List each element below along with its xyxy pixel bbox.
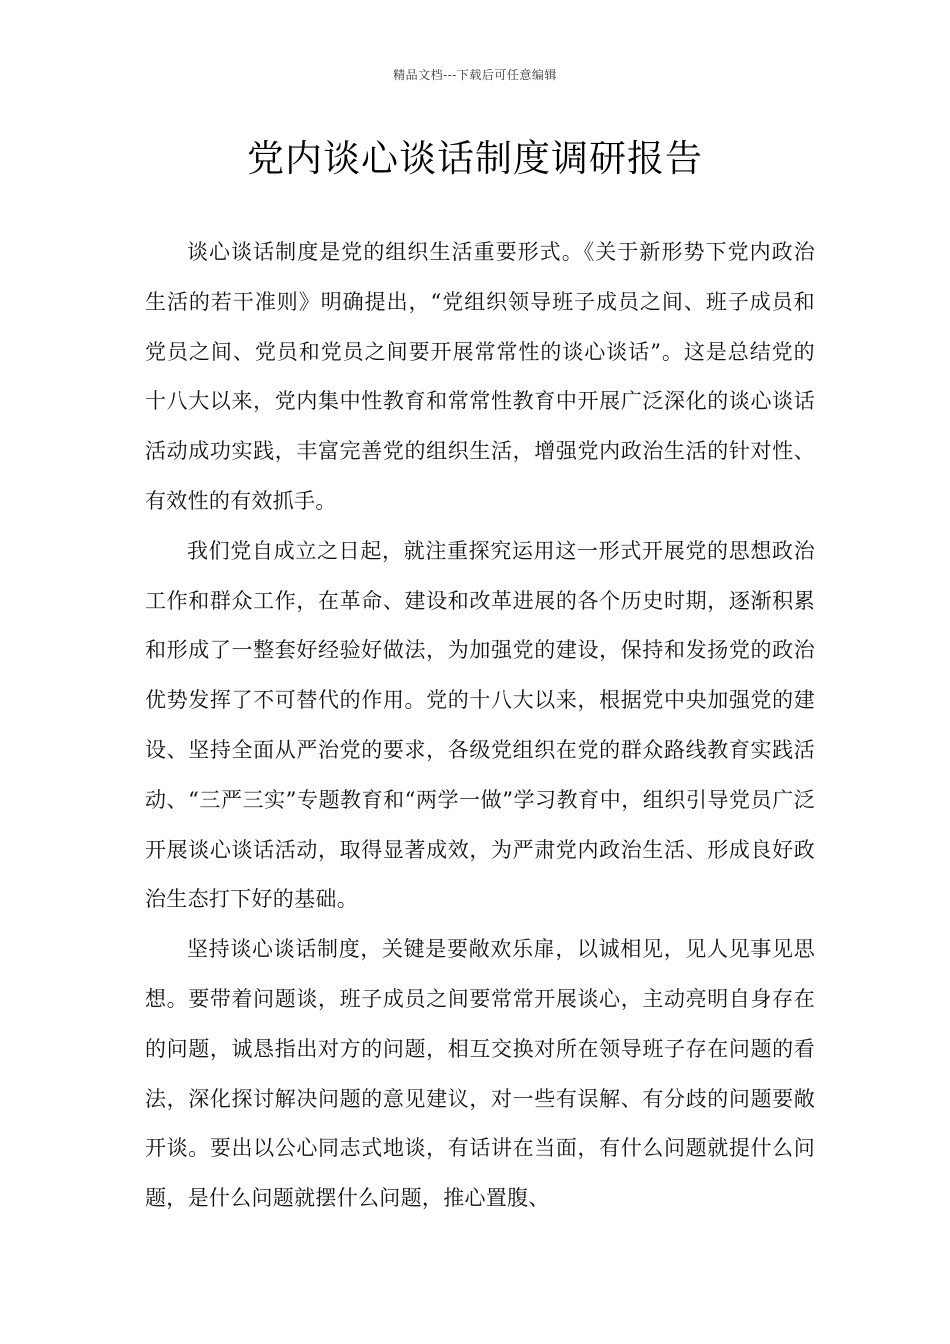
paragraph-3: 坚持谈心谈话制度，关键是要敞欢乐扉，以诚相见，见人见事见思想。要带着问题谈，班子成员之间要常常开展谈心，主动亮明自身存在的问题，诚恳指出对方的问题，相互交换对所在领导班子存在问题的看法，深化探讨解决问题的意见建议，对一些有误解、有分歧的问题要敞开谈。要出以公心同志式地谈，有话讲在当面，有什么问题就提什么问题，是什么问题就摆什么问题，推心置腹、 [145, 937, 815, 1211]
paragraph-2: 我们党自成立之日起，就注重探究运用这一形式开展党的思想政治工作和群众工作，在革命、建设和改革进展的各个历史时期，逐渐积累和形成了一整套好经验好做法，为加强党的建设，保持和发扬党的政治优势发挥了不可替代的作用。党的十八大以来，根据党中央加强党的建设、坚持全面从严治党的要求，各级党组织在党的群众路线教育实践活动、“三严三实”专题教育和“两学一做”学习教育中，组织引导党员广泛开展谈心谈话活动，取得显著成效，为严肃党内政治生活、形成良好政治生态打下好的基础。 [145, 538, 815, 912]
header-note: 精品文档---下载后可任意编辑 [393, 68, 557, 82]
paragraph-1: 谈心谈话制度是党的组织生活重要形式。《关于新形势下党内政治生活的若干准则》明确提出，“党组织领导班子成员之间、班子成员和党员之间、党员和党员之间要开展常常性的谈心谈话”。这是总结党的十八大以来，党内集中性教育和常常性教育中开展广泛深化的谈心谈话活动成功实践，丰富完善党的组织生活，增强党内政治生活的针对性、有效性的有效抓手。 [145, 240, 815, 513]
document-title: 党内谈心谈话制度调研报告 [247, 137, 703, 180]
document-body [145, 228, 815, 1224]
